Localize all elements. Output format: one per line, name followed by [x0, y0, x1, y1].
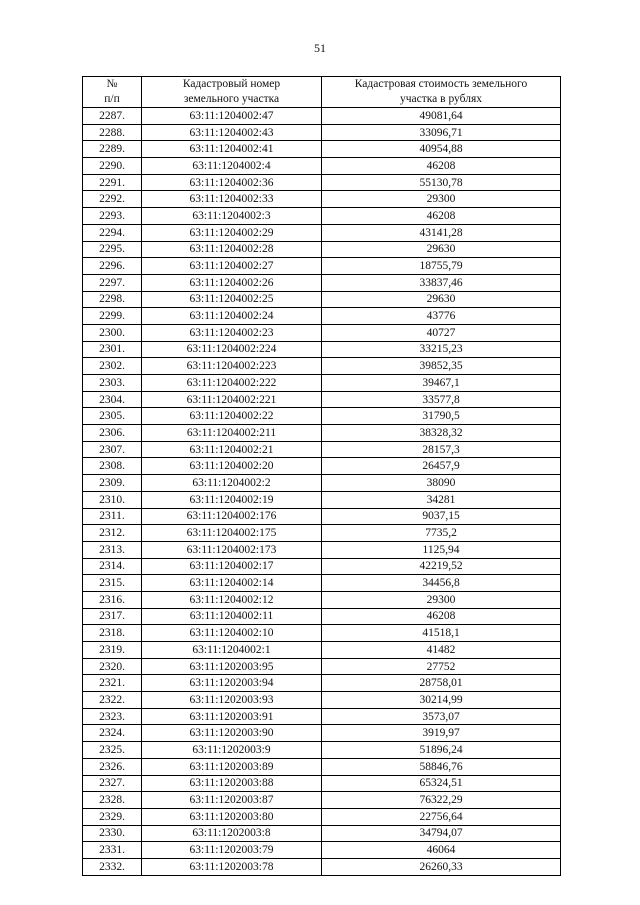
- cadastral-value-cell: 46064: [322, 842, 561, 859]
- table-row: [83, 742, 561, 759]
- cadastral-number-cell: 63:11:1204002:41: [142, 141, 322, 158]
- cadastral-number-cell: 63:11:1204002:24: [142, 308, 322, 325]
- cadastral-value-cell: 29300: [322, 591, 561, 608]
- table-row: [83, 558, 561, 575]
- row-number-cell: 2298.: [83, 291, 142, 308]
- row-number-cell: 2296.: [83, 258, 142, 275]
- table-row: [83, 758, 561, 775]
- cadastral-number-cell: 63:11:1204002:22: [142, 408, 322, 425]
- row-number-cell: 2289.: [83, 141, 142, 158]
- row-number-cell: 2304.: [83, 391, 142, 408]
- cadastral-value-cell: 65324,51: [322, 775, 561, 792]
- table-row: [83, 608, 561, 625]
- row-number-cell: 2301.: [83, 341, 142, 358]
- cadastral-value-cell: 27752: [322, 658, 561, 675]
- table-row: [83, 108, 561, 125]
- cadastral-value-cell: 46208: [322, 158, 561, 175]
- cadastral-value-cell: 30214,99: [322, 692, 561, 709]
- cadastral-value-cell: 33215,23: [322, 341, 561, 358]
- cadastral-value-cell: 40954,88: [322, 141, 561, 158]
- table-row: [83, 775, 561, 792]
- header-number-line-1: №: [106, 78, 118, 90]
- cadastral-value-cell: 39852,35: [322, 358, 561, 375]
- table-body: [83, 108, 561, 876]
- cadastral-number-cell: 63:11:1204002:2: [142, 475, 322, 492]
- cadastral-number-cell: 63:11:1202003:95: [142, 658, 322, 675]
- row-number-cell: 2329.: [83, 808, 142, 825]
- cadastral-number-cell: 63:11:1204002:20: [142, 458, 322, 475]
- cadastral-value-cell: 7735,2: [322, 525, 561, 542]
- table-row: [83, 341, 561, 358]
- table-row: [83, 274, 561, 291]
- cadastral-number-cell: 63:11:1204002:4: [142, 158, 322, 175]
- row-number-cell: 2306.: [83, 425, 142, 442]
- table-row: [83, 458, 561, 475]
- row-number-cell: 2321.: [83, 675, 142, 692]
- cadastral-number-cell: 63:11:1204002:176: [142, 508, 322, 525]
- cadastral-value-cell: 31790,5: [322, 408, 561, 425]
- cadastral-number-cell: 63:11:1202003:88: [142, 775, 322, 792]
- row-number-cell: 2325.: [83, 742, 142, 759]
- cadastral-table: [82, 76, 561, 876]
- row-number-cell: 2315.: [83, 575, 142, 592]
- table-row: [83, 625, 561, 642]
- cadastral-number-cell: 63:11:1202003:91: [142, 708, 322, 725]
- table-row: [83, 692, 561, 709]
- cadastral-value-cell: 33577,8: [322, 391, 561, 408]
- cadastral-value-cell: 26260,33: [322, 858, 561, 875]
- cadastral-value-cell: 34456,8: [322, 575, 561, 592]
- cadastral-number-cell: 63:11:1204002:12: [142, 591, 322, 608]
- cadastral-number-cell: 63:11:1204002:33: [142, 191, 322, 208]
- table-row: [83, 642, 561, 659]
- cadastral-number-cell: 63:11:1204002:175: [142, 525, 322, 542]
- cadastral-number-cell: 63:11:1204002:211: [142, 425, 322, 442]
- cadastral-number-cell: 63:11:1204002:14: [142, 575, 322, 592]
- table-row: [83, 575, 561, 592]
- cadastral-number-cell: 63:11:1204002:11: [142, 608, 322, 625]
- table-row: [83, 158, 561, 175]
- cadastral-number-cell: 63:11:1204002:27: [142, 258, 322, 275]
- cadastral-value-cell: 42219,52: [322, 558, 561, 575]
- row-number-cell: 2303.: [83, 375, 142, 392]
- table-row: [83, 825, 561, 842]
- table-row: [83, 174, 561, 191]
- row-number-cell: 2311.: [83, 508, 142, 525]
- cadastral-value-cell: 28758,01: [322, 675, 561, 692]
- row-number-cell: 2287.: [83, 108, 142, 125]
- table-row: [83, 525, 561, 542]
- cadastral-value-cell: 22756,64: [322, 808, 561, 825]
- table-row: [83, 842, 561, 859]
- row-number-cell: 2332.: [83, 858, 142, 875]
- cadastral-number-cell: 63:11:1204002:25: [142, 291, 322, 308]
- row-number-cell: 2308.: [83, 458, 142, 475]
- header-cadastral-number-line-2: земельного участка: [183, 93, 280, 105]
- row-number-cell: 2327.: [83, 775, 142, 792]
- table-row: [83, 658, 561, 675]
- table-row: [83, 358, 561, 375]
- page-number: 51: [314, 41, 326, 55]
- cadastral-number-cell: 63:11:1204002:1: [142, 642, 322, 659]
- row-number-cell: 2330.: [83, 825, 142, 842]
- cadastral-number-cell: 63:11:1202003:79: [142, 842, 322, 859]
- cadastral-number-cell: 63:11:1204002:221: [142, 391, 322, 408]
- cadastral-number-cell: 63:11:1204002:26: [142, 274, 322, 291]
- cadastral-value-cell: 41518,1: [322, 625, 561, 642]
- cadastral-value-cell: 43141,28: [322, 224, 561, 241]
- row-number-cell: 2295.: [83, 241, 142, 258]
- row-number-cell: 2294.: [83, 224, 142, 241]
- table-row: [83, 475, 561, 492]
- cadastral-number-cell: 63:11:1202003:94: [142, 675, 322, 692]
- header-number: [83, 77, 142, 108]
- cadastral-value-cell: 33096,71: [322, 124, 561, 141]
- row-number-cell: 2307.: [83, 441, 142, 458]
- row-number-cell: 2305.: [83, 408, 142, 425]
- table-row: [83, 291, 561, 308]
- table-row: [83, 408, 561, 425]
- row-number-cell: 2326.: [83, 758, 142, 775]
- cadastral-value-cell: 29630: [322, 291, 561, 308]
- table-row: [83, 425, 561, 442]
- row-number-cell: 2331.: [83, 842, 142, 859]
- header-cadastral-number: [142, 77, 322, 108]
- table-row: [83, 858, 561, 875]
- cadastral-number-cell: 63:11:1204002:173: [142, 541, 322, 558]
- cadastral-value-cell: 34281: [322, 491, 561, 508]
- table-row: [83, 124, 561, 141]
- table-row: [83, 141, 561, 158]
- cadastral-value-cell: 38328,32: [322, 425, 561, 442]
- table-row: [83, 591, 561, 608]
- cadastral-value-cell: 34794,07: [322, 825, 561, 842]
- row-number-cell: 2318.: [83, 625, 142, 642]
- cadastral-value-cell: 39467,1: [322, 375, 561, 392]
- cadastral-number-cell: 63:11:1204002:29: [142, 224, 322, 241]
- cadastral-value-cell: 46208: [322, 208, 561, 225]
- cadastral-number-cell: 63:11:1204002:21: [142, 441, 322, 458]
- cadastral-value-cell: 46208: [322, 608, 561, 625]
- table-row: [83, 792, 561, 809]
- row-number-cell: 2299.: [83, 308, 142, 325]
- cadastral-number-cell: 63:11:1202003:90: [142, 725, 322, 742]
- table-row: [83, 258, 561, 275]
- row-number-cell: 2290.: [83, 158, 142, 175]
- cadastral-number-cell: 63:11:1202003:89: [142, 758, 322, 775]
- cadastral-value-cell: 3573,07: [322, 708, 561, 725]
- cadastral-value-cell: 40727: [322, 324, 561, 341]
- cadastral-value-cell: 76322,29: [322, 792, 561, 809]
- cadastral-number-cell: 63:11:1202003:80: [142, 808, 322, 825]
- row-number-cell: 2322.: [83, 692, 142, 709]
- table-row: [83, 808, 561, 825]
- table-row: [83, 208, 561, 225]
- header-cadastral-value: [322, 77, 561, 108]
- row-number-cell: 2324.: [83, 725, 142, 742]
- cadastral-value-cell: 38090: [322, 475, 561, 492]
- cadastral-number-cell: 63:11:1204002:222: [142, 375, 322, 392]
- row-number-cell: 2320.: [83, 658, 142, 675]
- cadastral-value-cell: 26457,9: [322, 458, 561, 475]
- table-row: [83, 224, 561, 241]
- cadastral-value-cell: 41482: [322, 642, 561, 659]
- cadastral-number-cell: 63:11:1204002:3: [142, 208, 322, 225]
- cadastral-value-cell: 9037,15: [322, 508, 561, 525]
- table-header: [83, 77, 561, 108]
- cadastral-value-cell: 1125,94: [322, 541, 561, 558]
- cadastral-value-cell: 51896,24: [322, 742, 561, 759]
- header-number-line-2: п/п: [104, 93, 120, 105]
- cadastral-value-cell: 29630: [322, 241, 561, 258]
- cadastral-number-cell: 63:11:1204002:223: [142, 358, 322, 375]
- cadastral-number-cell: 63:11:1204002:43: [142, 124, 322, 141]
- cadastral-value-cell: 49081,64: [322, 108, 561, 125]
- row-number-cell: 2288.: [83, 124, 142, 141]
- row-number-cell: 2302.: [83, 358, 142, 375]
- cadastral-number-cell: 63:11:1202003:78: [142, 858, 322, 875]
- table-row: [83, 324, 561, 341]
- cadastral-number-cell: 63:11:1204002:36: [142, 174, 322, 191]
- row-number-cell: 2328.: [83, 792, 142, 809]
- table-row: [83, 375, 561, 392]
- header-cadastral-value-line-1: Кадастровая стоимость земельного: [354, 78, 528, 90]
- cadastral-number-cell: 63:11:1204002:47: [142, 108, 322, 125]
- row-number-cell: 2323.: [83, 708, 142, 725]
- header-cadastral-value-line-2: участка в рублях: [399, 93, 482, 105]
- table-row: [83, 541, 561, 558]
- table-row: [83, 708, 561, 725]
- cadastral-value-cell: 28157,3: [322, 441, 561, 458]
- cadastral-number-cell: 63:11:1204002:224: [142, 341, 322, 358]
- row-number-cell: 2313.: [83, 541, 142, 558]
- row-number-cell: 2319.: [83, 642, 142, 659]
- cadastral-value-cell: 58846,76: [322, 758, 561, 775]
- row-number-cell: 2297.: [83, 274, 142, 291]
- table-row: [83, 191, 561, 208]
- cadastral-number-cell: 63:11:1202003:8: [142, 825, 322, 842]
- cadastral-number-cell: 63:11:1204002:23: [142, 324, 322, 341]
- row-number-cell: 2310.: [83, 491, 142, 508]
- row-number-cell: 2312.: [83, 525, 142, 542]
- row-number-cell: 2314.: [83, 558, 142, 575]
- cadastral-number-cell: 63:11:1202003:9: [142, 742, 322, 759]
- row-number-cell: 2293.: [83, 208, 142, 225]
- cadastral-value-cell: 33837,46: [322, 274, 561, 291]
- row-number-cell: 2316.: [83, 591, 142, 608]
- cadastral-value-cell: 55130,78: [322, 174, 561, 191]
- row-number-cell: 2291.: [83, 174, 142, 191]
- cadastral-number-cell: 63:11:1204002:28: [142, 241, 322, 258]
- cadastral-value-cell: 43776: [322, 308, 561, 325]
- table-row: [83, 441, 561, 458]
- cadastral-value-cell: 29300: [322, 191, 561, 208]
- cadastral-number-cell: 63:11:1204002:10: [142, 625, 322, 642]
- header-cadastral-number-line-1: Кадастровый номер: [182, 78, 281, 90]
- table-row: [83, 508, 561, 525]
- table-row: [83, 241, 561, 258]
- row-number-cell: 2300.: [83, 324, 142, 341]
- cadastral-value-cell: 18755,79: [322, 258, 561, 275]
- cadastral-number-cell: 63:11:1202003:93: [142, 692, 322, 709]
- cadastral-number-cell: 63:11:1202003:87: [142, 792, 322, 809]
- row-number-cell: 2317.: [83, 608, 142, 625]
- cadastral-number-cell: 63:11:1204002:19: [142, 491, 322, 508]
- table-row: [83, 675, 561, 692]
- table-row: [83, 308, 561, 325]
- row-number-cell: 2292.: [83, 191, 142, 208]
- table-header-row: [83, 77, 561, 108]
- row-number-cell: 2309.: [83, 475, 142, 492]
- cadastral-number-cell: 63:11:1204002:17: [142, 558, 322, 575]
- table-row: [83, 491, 561, 508]
- table-row: [83, 725, 561, 742]
- table-row: [83, 391, 561, 408]
- cadastral-value-cell: 3919,97: [322, 725, 561, 742]
